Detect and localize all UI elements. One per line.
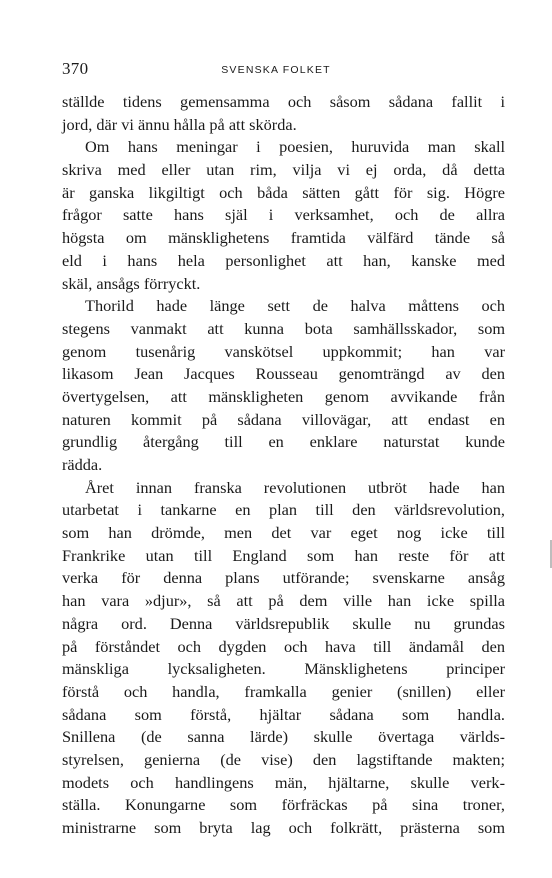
text-line: Frankrike utan till England som han reste för att [62, 545, 505, 565]
text-line: skriva med eller utan rim, vilja vi ej orda, då detta [62, 160, 505, 180]
text-line: han vara »djur», så att på dem ville han icke spilla [62, 591, 505, 611]
text-line: Snillena (de sanna lärde) skulle övertaga världs- [62, 727, 505, 747]
body-text [62, 91, 505, 840]
text-line: på förståndet och dygden och hava till ändamål den [62, 636, 505, 656]
text-line: jord, där vi ännu hålla på att skörda. [62, 114, 297, 134]
text-line: Thorild hade länge sett de halva måttens och [85, 296, 505, 316]
text-line: verka för denna plans utförande; svenskarne ansåg [62, 568, 505, 588]
text-line: grundlig återgång till en enklare naturstat kunde [62, 432, 505, 452]
page-header [0, 57, 552, 81]
text-line: ställde tidens gemensamma och såsom sådana fallit i [62, 92, 505, 111]
text-line: högsta om mänsklighetens framtida välfärd tände så [62, 228, 505, 248]
text-line: mänskliga lycksaligheten. Mänsklighetens principer [62, 659, 505, 679]
text-line: naturen kommit på sådana villovägar, att endast en [62, 409, 505, 429]
text-line: Om hans meningar i poesien, huruvida man skall [85, 137, 505, 157]
text-line: förstå och handla, framkalla genier (snillen) eller [62, 681, 505, 701]
text-line: stegens vanmakt att kunna bota samhällsskador, som [62, 318, 505, 338]
text-line: likasom Jean Jacques Rousseau genomträngd av den [62, 364, 505, 384]
running-head: SVENSKA FOLKET [221, 64, 331, 76]
text-line: övertygelsen, att mänskligheten genom avvikande från [62, 386, 505, 406]
text-line: sådana som förstå, hjältar sådana som handla. [62, 704, 505, 724]
text-line: är ganska likgiltigt och båda sätten gått för sig. Högre [62, 182, 505, 202]
text-line: som han drömde, men det var eget nog icke till [62, 523, 505, 543]
text-line: frågor satte hans själ i verksamhet, och de allra [62, 205, 505, 225]
text-line: rädda. [62, 455, 103, 474]
text-line: ministrarne som bryta lag och folkrätt, prästerna som [62, 818, 505, 837]
text-line: skäl, ansågs förryckt. [62, 273, 201, 293]
text-line: Året innan franska revolutionen utbröt hade han [85, 477, 505, 497]
text-line: genom tusenårig vanskötsel uppkommit; han var [62, 341, 505, 361]
text-line: ställa. Konungarne som förfräckas på sina troner, [62, 795, 505, 815]
page-number: 370 [62, 59, 89, 78]
text-line: styrelsen, genierna (de vise) den lagstiftande makten; [62, 749, 505, 769]
text-line: eld i hans hela personlighet att han, kanske med [62, 250, 505, 270]
text-line: utarbetat i tankarne en plan till den världsrevolution, [62, 500, 505, 520]
text-line: modets och handlingens män, hjältarne, skulle verk- [62, 772, 505, 792]
text-line: några ord. Denna världsrepublik skulle nu grundas [62, 613, 505, 633]
